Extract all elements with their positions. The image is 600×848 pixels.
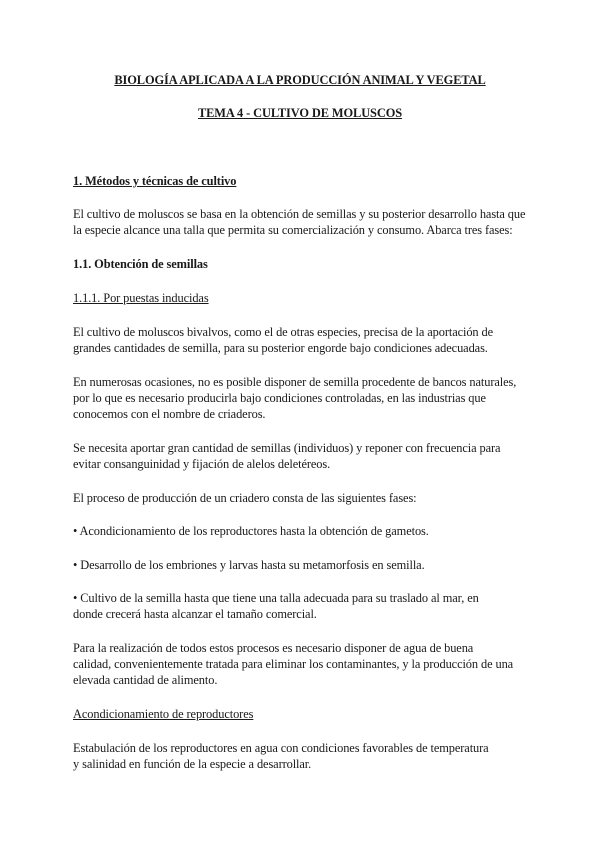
- document-title: BIOLOGÍA APLICADA A LA PRODUCCIÓN ANIMAL Y VEGETAL: [114, 73, 486, 87]
- section-1-1-1-heading: 1.1.1. Por puestas inducidas: [73, 291, 209, 305]
- paragraph-5-line-3: elevada cantidad de alimento.: [73, 673, 218, 687]
- paragraph-3-line-2: evitar consanguinidad y fijación de alelos deletéreos.: [73, 457, 331, 471]
- paragraph-2-line-1: En numerosas ocasiones, no es posible disponer de semilla procedente de bancos naturales,: [73, 375, 517, 389]
- subheading-reproductores: Acondicionamiento de reproductores: [73, 707, 254, 721]
- paragraph-3-line-1: Se necesita aportar gran cantidad de semillas (individuos) y reponer con frecuencia para: [73, 441, 501, 455]
- intro-line-2: la especie alcance una talla que permita su comercialización y consumo. Abarca tres fases:: [73, 223, 513, 237]
- bullet-2: • Desarrollo de los embriones y larvas hasta su metamorfosis en semilla.: [73, 558, 425, 572]
- paragraph-4: El proceso de producción de un criadero consta de las siguientes fases:: [73, 491, 417, 505]
- paragraph-1-line-1: El cultivo de moluscos bivalvos, como el de otras especies, precisa de la aportación de: [73, 325, 494, 339]
- paragraph-2-line-3: conocemos con el nombre de criaderos.: [73, 407, 266, 421]
- section-1-heading: 1. Métodos y técnicas de cultivo: [73, 174, 237, 188]
- bullet-3-line-2: donde crecerá hasta alcanzar el tamaño comercial.: [73, 607, 317, 621]
- document-subtitle: TEMA 4 - CULTIVO DE MOLUSCOS: [197, 106, 403, 120]
- paragraph-1-line-2: grandes cantidades de semilla, para su posterior engorde bajo condiciones adecuadas.: [73, 341, 488, 355]
- paragraph-6-line-1: Estabulación de los reproductores en agua con condiciones favorables de temperatura: [73, 741, 489, 755]
- paragraph-5-line-1: Para la realización de todos estos procesos es necesario disponer de agua de buena: [73, 641, 474, 655]
- paragraph-6-line-2: y salinidad en función de la especie a desarrollar.: [73, 757, 312, 771]
- bullet-1: • Acondicionamiento de los reproductores hasta la obtención de gametos.: [73, 524, 429, 538]
- paragraph-2-line-2: por lo que es necesario producirla bajo condiciones controladas, en las industrias que: [73, 391, 486, 405]
- section-1-1-heading: 1.1. Obtención de semillas: [73, 257, 208, 271]
- bullet-3-line-1: • Cultivo de la semilla hasta que tiene una talla adecuada para su traslado al mar, en: [73, 591, 479, 605]
- paragraph-5-line-2: calidad, convenientemente tratada para eliminar los contaminantes, y la producción de una: [73, 657, 514, 671]
- intro-line-1: El cultivo de moluscos se basa en la obtención de semillas y su posterior desarrollo hasta que: [73, 207, 526, 221]
